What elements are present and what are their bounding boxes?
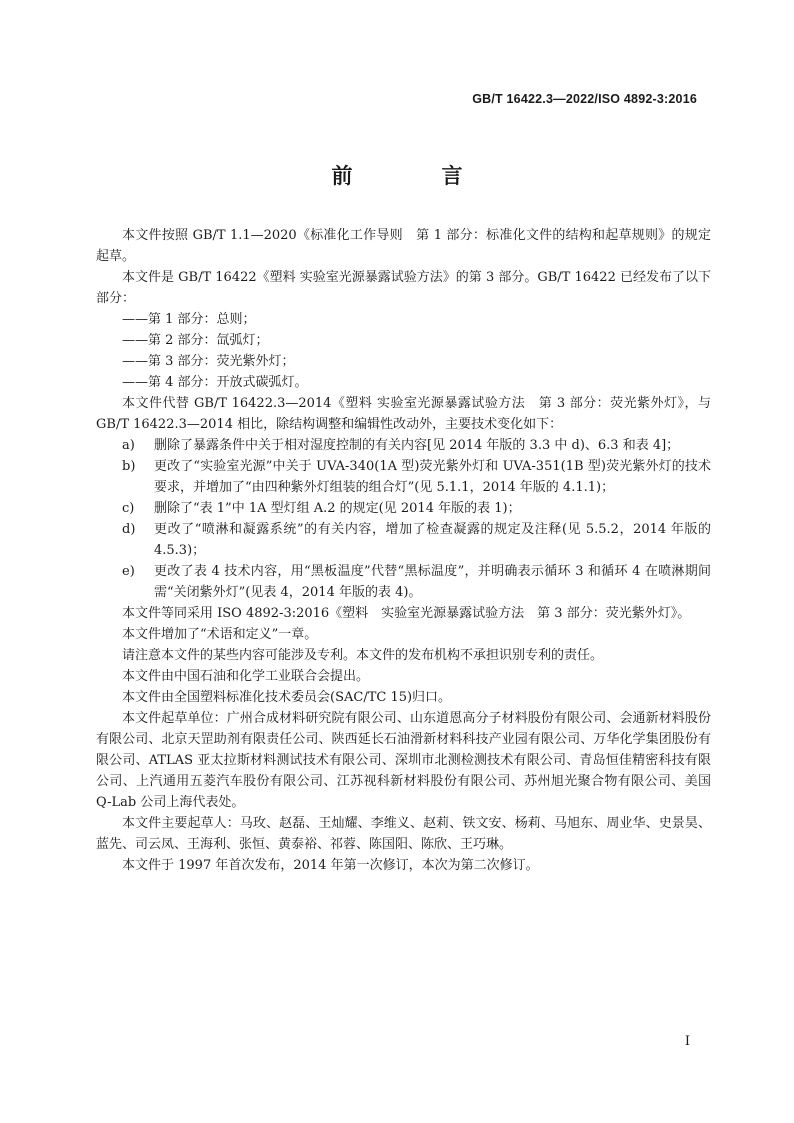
change-item <box>96 456 711 498</box>
change-text: 更改了“实验室光源”中关于 UVA-340(1A 型)荧光紫外灯和 UVA-351(1B 型)荧光紫外灯的技术要求，并增加了“由四种紫外灯组装的组合灯”(见 5.1.1，2014 年版的 4.1.1)； <box>154 459 711 495</box>
part-list-item: ——第 4 部分：开放式碳弧灯。 <box>122 375 308 390</box>
change-text: 删除了“表 1”中 1A 型灯组 A.2 的规定(见 2014 年版的表 1)； <box>154 501 521 516</box>
document-body <box>96 225 711 876</box>
part-list-item: ——第 2 部分：氙弧灯； <box>122 333 269 348</box>
change-label: b) <box>122 459 136 474</box>
change-item <box>96 498 711 519</box>
paragraph-added-chapter: 本文件增加了“术语和定义”一章。 <box>122 627 318 642</box>
standard-number-header: GB/T 16422.3—2022/ISO 4892-3:2016 <box>472 92 697 106</box>
paragraph-drafters: 本文件主要起草人：马玫、赵磊、王灿耀、李维义、赵莉、铁文安、杨莉、马旭东、周业华、史景昊、蓝先、司云凤、王海利、张恒、黄泰裕、祁蓉、陈国阳、陈欣、王巧琳。 <box>96 816 711 852</box>
change-text: 更改了表 4 技术内容，用“黑板温度”代替“黑标温度”，并明确表示循环 3 和循环 4 在喷淋期间需“关闭紫外灯”(见表 4，2014 年版的表 4)。 <box>154 564 711 600</box>
page-title <box>0 160 794 190</box>
paragraph-patent-notice: 请注意本文件的某些内容可能涉及专利。本文件的发布机构不承担识别专利的责任。 <box>122 648 604 663</box>
paragraph-history: 本文件于 1997 年首次发布，2014 年第一次修订，本次为第二次修订。 <box>122 858 539 873</box>
paragraph-iso-adoption: 本文件等同采用 ISO 4892-3:2016《塑料 实验室光源暴露试验方法 第 3 部分：荧光紫外灯》。 <box>122 606 691 621</box>
change-text: 删除了暴露条件中关于相对湿度控制的有关内容[见 2014 年版的 3.3 中 d)、6.3 和表 4]； <box>154 438 680 453</box>
paragraph-series-intro: 本文件是 GB/T 16422《塑料 实验室光源暴露试验方法》的第 3 部分。GB/T 16422 已经发布了以下部分： <box>96 270 711 306</box>
paragraph-drafting-organizations: 本文件起草单位：广州合成材料研究院有限公司、山东道恩高分子材料股份有限公司、会通新材料股份有限公司、北京天罡助剂有限责任公司、陕西延长石油滑新材料科技产业园有限公司、万华化学集团股份有限公司、ATLAS 亚太拉斯材料测试技术有限公司、深圳市北测检测技术有限公司、青岛恒佳精密科技有限公司、上汽通用五菱汽车股份有限公司、江苏视科新材料股份有限公司、苏州旭光聚合物有限公司、美国 Q-Lab 公司上海代表处。 <box>96 711 711 810</box>
change-label: a) <box>122 438 135 453</box>
paragraph-proposed-by: 本文件由中国石油和化学工业联合会提出。 <box>122 669 370 684</box>
page-number: I <box>684 1034 690 1049</box>
change-label: c) <box>122 501 135 516</box>
change-item <box>96 519 711 561</box>
part-list-item: ——第 1 部分：总则； <box>122 312 256 327</box>
page-title-text: 前 言 <box>331 164 497 188</box>
change-label: e) <box>122 564 135 579</box>
change-item <box>96 435 711 456</box>
paragraph-technical-committee: 本文件由全国塑料标准化技术委员会(SAC/TC 15)归口。 <box>122 690 452 705</box>
change-label: d) <box>122 522 136 537</box>
change-item <box>96 561 711 603</box>
paragraph-drafting-rules: 本文件按照 GB/T 1.1—2020《标准化工作导则 第 1 部分：标准化文件的结构和起草规则》的规定起草。 <box>96 228 711 264</box>
change-text: 更改了“喷淋和凝露系统”的有关内容，增加了检查凝露的规定及注释(见 5.5.2，2014 年版的 4.5.3)； <box>154 522 711 558</box>
part-list-item: ——第 3 部分：荧光紫外灯； <box>122 354 295 369</box>
paragraph-replaces: 本文件代替 GB/T 16422.3—2014《塑料 实验室光源暴露试验方法 第 3 部分：荧光紫外灯》，与 GB/T 16422.3—2014 相比，除结构调整和编辑性改动外，主要技术变化如下： <box>96 396 711 432</box>
